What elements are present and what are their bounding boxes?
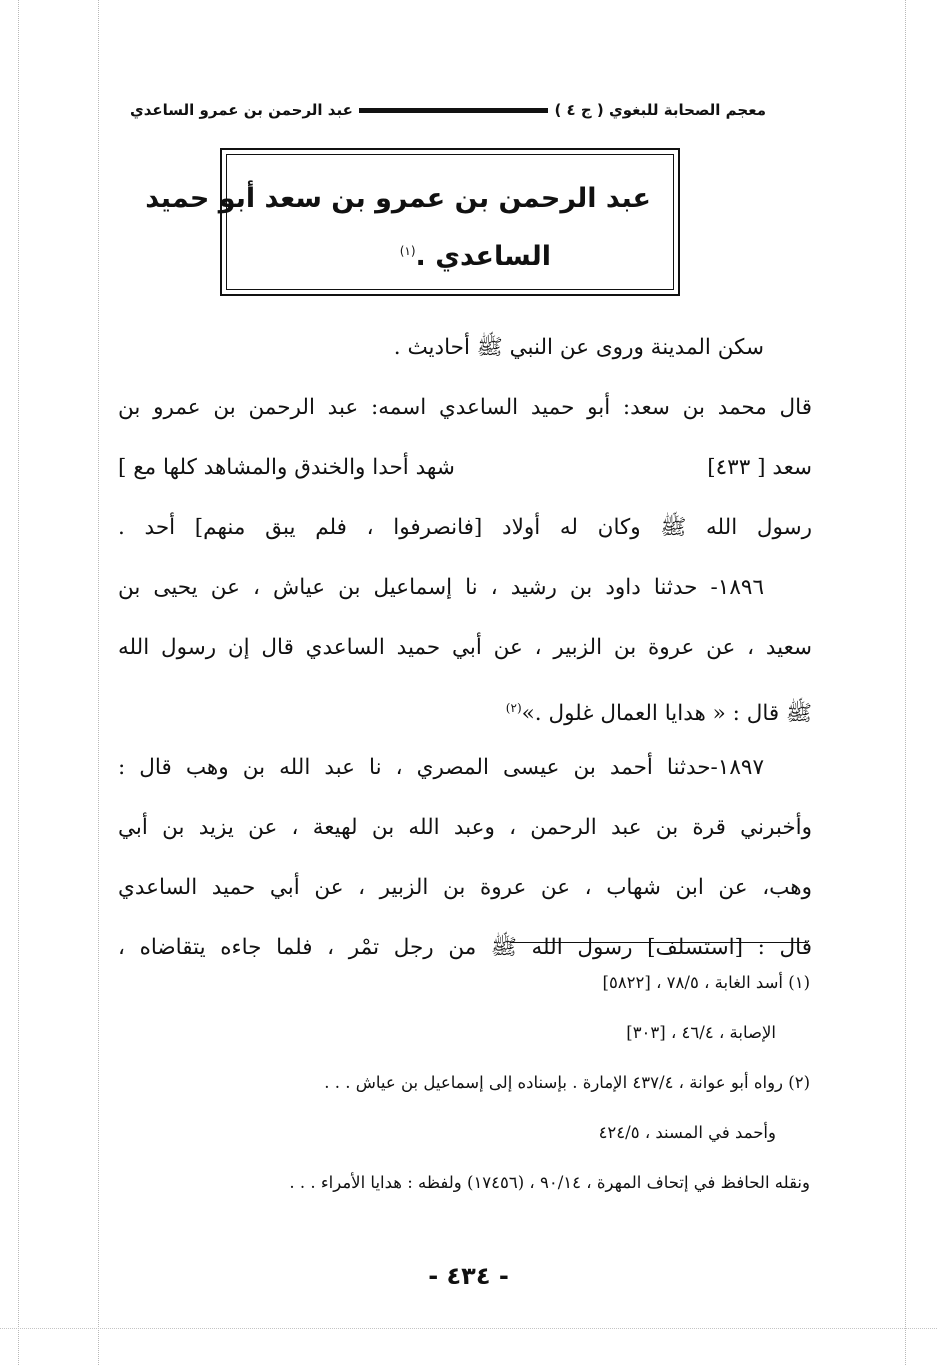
footnote-marker-1: (١) <box>399 244 416 258</box>
entry-title-line-1: عبد الرحمن بن عمرو بن سعد أبو حميد <box>145 183 651 214</box>
hadith-1897-start: ١٨٩٧-حدثنا أحمد بن عيسى المصري ، نا عبد الله بن وهب قال : <box>118 755 764 780</box>
header-rule <box>359 108 549 113</box>
header-book-title: معجم الصحابة للبغوي ( ج ٤ ) <box>554 101 766 119</box>
main-text <box>118 318 812 978</box>
text-line: وأخبرني قرة بن عبد الرحمن ، وعبد الله بن لهيعة ، عن يزيد بن أبي <box>118 815 812 840</box>
footnotes <box>110 958 810 1208</box>
footnote-2-continued: وأحمد في المسند ، ٤٢٤/٥ <box>598 1123 776 1142</box>
text-line: سكن المدينة وروى عن النبي ﷺ أحاديث . <box>393 335 764 360</box>
entry-title-inner-frame <box>145 154 674 290</box>
footnote-marker-2: (٢) <box>505 701 522 715</box>
running-header <box>130 96 766 124</box>
footnote-1: (١) أسد الغابة ، ٧٨/٥ ، [٥٨٢٢] <box>602 973 810 992</box>
text-line: رسول الله ﷺ وكان له أولاد [فانصرفوا ، فلم يبق منهم] أحد . <box>118 515 812 540</box>
text-line: سعيد ، عن عروة بن الزبير ، عن أبي حميد الساعدي قال إن رسول الله <box>118 635 812 660</box>
entry-title-box <box>145 148 680 296</box>
header-chapter-title: عبد الرحمن بن عمرو الساعدي <box>130 101 353 119</box>
footnote-2: (٢) رواه أبو عوانة ، ٤٣٧/٤ الإمارة . بإسناده إلى إسماعيل بن عياش . . . <box>324 1073 810 1092</box>
scan-guide-line <box>18 0 19 1365</box>
hadith-1896-start: ١٨٩٦- حدثنا داود بن رشيد ، نا إسماعيل بن عياش ، عن يحيى بن <box>118 575 764 600</box>
footnote-1-continued: الإصابة ، ٤٦/٤ ، [٣٠٣] <box>626 1023 776 1042</box>
text-line: وهب، عن ابن شهاب ، عن عروة بن الزبير ، عن أبي حميد الساعدي <box>118 875 812 900</box>
text-line-text: ﷺ قال : « هدايا العمال غلول .» <box>521 701 812 727</box>
scan-guide-line <box>0 1328 937 1329</box>
scan-guide-line <box>98 0 99 1365</box>
text-line: قال محمد بن سعد: أبو حميد الساعدي اسمه: عبد الرحمن بن عمرو بن <box>118 395 812 420</box>
entry-title-line-2 <box>249 225 651 283</box>
page-number: - ٤٣٤ - <box>428 1262 509 1290</box>
entry-title-line-2-text: الساعدي . <box>415 241 551 272</box>
scan-guide-line <box>905 0 906 1365</box>
text-line <box>118 678 812 738</box>
text-line: قال : [استسلف] رسول الله ﷺ من رجل تمْر ، فلما جاءه يتقاضاه ، <box>118 935 812 960</box>
text-line-segment: سعد [ ٤٣٣] <box>707 455 812 480</box>
text-line <box>118 438 812 498</box>
text-line-segment: شهد أحدا والخندق والمشاهد كلها مع ] <box>118 455 455 480</box>
footnote-separator <box>510 942 808 943</box>
footnote-2-continued: ونقله الحافظ في إتحاف المهرة ، ٩٠/١٤ ، (١٧٤٥٦) ولفظه : هدايا الأمراء . . . <box>289 1173 810 1192</box>
